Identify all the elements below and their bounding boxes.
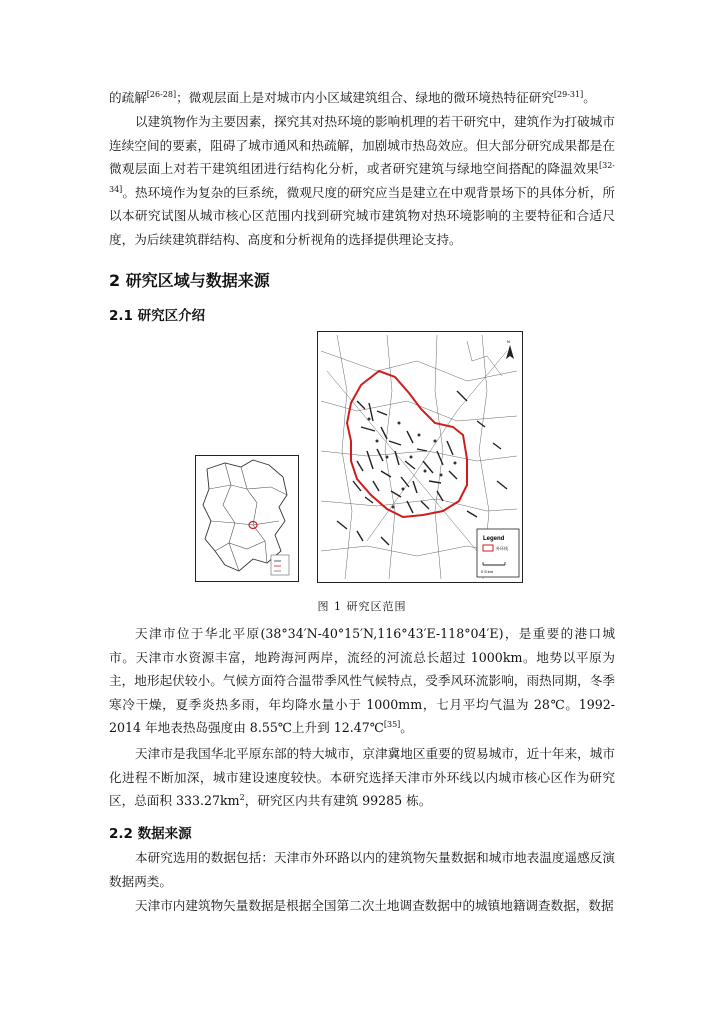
text-run: 本研究选用的数据包括：天津市外环路以内的建筑物矢量数据和城市地表温度遥感反演数据两类。 <box>109 850 615 889</box>
scale-label: 0 5 km <box>481 569 494 574</box>
paragraph-intro-continuation <box>109 86 615 110</box>
locator-map <box>195 455 299 582</box>
text-run: 。 <box>400 720 413 736</box>
text-run: 天津市内建筑物矢量数据是根据全国第二次土地调查数据中的城镇地籍调查数据，数据 <box>135 898 614 913</box>
section-heading: 2 研究区域与数据来源 <box>109 271 270 290</box>
study-area-map <box>317 331 523 583</box>
subsection-heading: 2.2 数据来源 <box>109 826 192 842</box>
superscript: 2 <box>239 793 245 802</box>
paragraph-building-vector-data <box>109 894 615 918</box>
text-run: 。 <box>583 90 596 105</box>
text-run: ，研究区内共有建筑 99285 栋。 <box>244 793 432 809</box>
legend-title: Legend <box>483 536 505 542</box>
citation: [26-28] <box>146 89 177 99</box>
paragraph-data-types <box>109 846 615 893</box>
citation: [35] <box>383 720 401 730</box>
text-run: 天津市位于华北平原(38°34′N-40°15′N,116°43′E-118°04′E)，是重要的港口城市。天津市水资源丰富，地跨海河两岸，流经的河流总长超过 1000km。地势以平原为主，地形起伏较小。气候方面符合温带季风性气候特点，受季风环流影响，雨热同期，冬季寒冷干燥，夏季炎热多雨，年均降水量小于 1000mm，七月平均气温为 28℃。1992-2014 年地表热岛强度由 8.55℃上升到 12.47℃ <box>109 626 615 736</box>
text-run: 以建筑物作为主要因素，探究其对热环境的影响机理的若干研究中，建筑作为打破城市连续空间的要素，阻碍了城市通风和热疏解，加剧城市热岛效应。但大部分研究成果都是在微观层面上对若干建筑组团进行结构化分析，或者研究建筑与绿地空间搭配的降温效果 <box>109 114 615 177</box>
paragraph-building-factor <box>109 110 615 252</box>
north-label: N <box>507 339 510 344</box>
text-run: 的疏解 <box>109 90 147 105</box>
subsection-heading: 2.1 研究区介绍 <box>109 308 206 324</box>
citation: [29-31] <box>553 89 584 99</box>
figure-caption: 图 1 研究区范围 <box>317 600 407 613</box>
paragraph-study-area <box>109 742 615 813</box>
citation: [32-34] <box>109 161 615 194</box>
map-legend <box>477 529 519 577</box>
text-run: 。热环境作为复杂的巨系统，微观尺度的研究应当是建立在中观背景场下的具体分析，所以本研究试图从城市核心区范围内找到研究城市建筑物对热环境影响的主要特征和合适尺度，为后续建筑群结构、高度和分析视角的选择提供理论支持。 <box>109 184 615 247</box>
text-run: 天津市是我国华北平原东部的特大城市，京津冀地区重要的贸易城市，近十年来，城市化进程不断加深，城市建设速度较快。本研究选择天津市外环线以内城市核心区作为研究区，总面积 333.27km <box>109 746 615 809</box>
legend-item-label: 外环线 <box>496 546 508 551</box>
paragraph-tianjin-location <box>109 622 615 740</box>
text-run: ；微观层面上是对城市内小区域建筑组合、绿地的微环境热特征研究 <box>176 90 554 105</box>
legend-box <box>271 555 289 575</box>
